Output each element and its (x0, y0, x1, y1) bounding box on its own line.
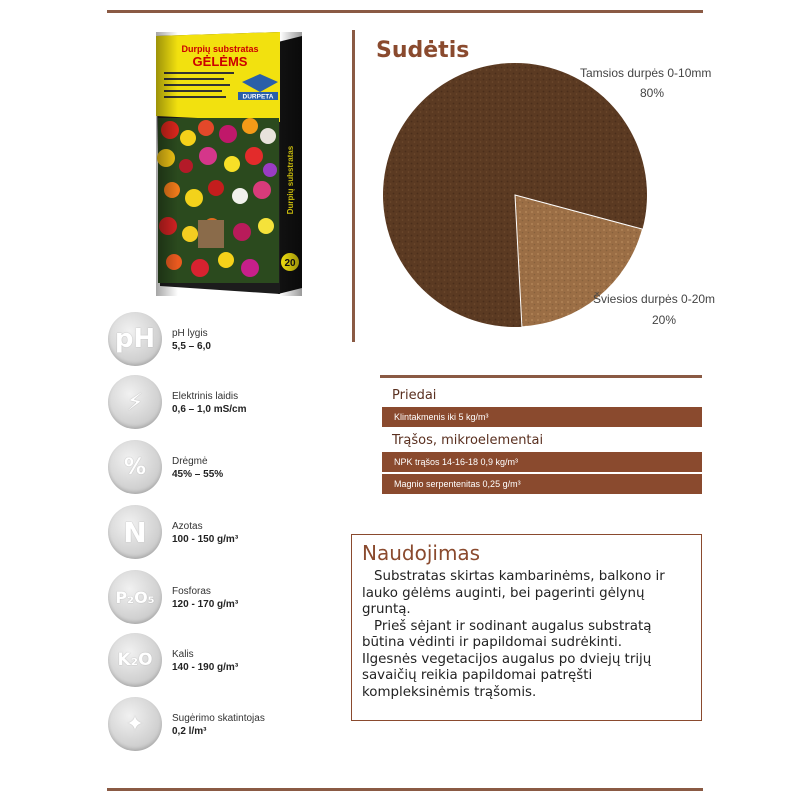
fertilizer-item: Magnio serpentenitas 0,25 g/m³ (382, 474, 702, 496)
ph-icon: pH (108, 312, 162, 366)
param-potassium-name: Kalis (172, 649, 194, 660)
param-potassium (108, 633, 328, 689)
param-ph-name: pH lygis (172, 328, 208, 339)
usage-title: Naudojimas (362, 541, 481, 565)
moisture-icon: % (108, 440, 162, 494)
param-absorption-name: Sugėrimo skatintojas (172, 713, 265, 724)
phosphorus-icon: P₂O₅ (108, 570, 162, 624)
top-rule (107, 10, 703, 13)
product-bag-image (150, 30, 308, 298)
conductivity-icon: ⚡ (108, 375, 162, 429)
pie-label-light: Šviesios durpės 0-20m (593, 292, 716, 306)
usage-box (351, 534, 702, 721)
composition-pie (380, 60, 650, 330)
pie-pct-light: 20% (652, 313, 677, 327)
nitrogen-icon: N (108, 505, 162, 559)
composition-title: Sudėtis (376, 38, 470, 63)
param-nitrogen-name: Azotas (172, 521, 203, 532)
param-moisture (108, 440, 328, 496)
vertical-divider (352, 30, 355, 342)
param-conductivity-name: Elektrinis laidis (172, 391, 239, 402)
param-potassium-value: 140 - 190 g/m³ (172, 662, 239, 673)
param-ph-value: 5,5 – 6,0 (172, 341, 211, 352)
additives-title: Priedai (392, 388, 437, 403)
param-nitrogen-value: 100 - 150 g/m³ (172, 534, 239, 545)
param-moisture-name: Drėgmė (172, 456, 208, 467)
pie-pct-dark: 80% (640, 86, 665, 100)
fertilizer-item: NPK trąšos 14-16-18 0,9 kg/m³ (382, 452, 702, 474)
param-phosphorus-value: 120 - 170 g/m³ (172, 599, 239, 610)
potassium-icon: K₂O (108, 633, 162, 687)
param-conductivity-value: 0,6 – 1,0 mS/cm (172, 404, 247, 415)
param-conductivity (108, 375, 328, 431)
param-absorption (108, 697, 328, 753)
fertilizers-title: Trąšos, mikroelementai (392, 433, 544, 448)
bottom-rule (107, 788, 703, 791)
pie-label-dark: Tamsios durpės 0-10mm (580, 66, 712, 80)
additives-section (380, 375, 702, 496)
absorption-icon: ✦ (108, 697, 162, 751)
param-moisture-value: 45% – 55% (172, 469, 224, 480)
param-ph (108, 312, 328, 368)
param-nitrogen (108, 505, 328, 561)
param-phosphorus (108, 570, 328, 626)
param-phosphorus-name: Fosforas (172, 586, 211, 597)
usage-text: Substratas skirtas kambarinėms, balkono ir lauko gėlėms auginti, bei pagerinti gėlynų gruntą. Prieš sėjant ir sodinant augalus substratą būtina vėdinti ir papildomai sudrėkinti. Ilgesnės vegetacijos augalus po dviejų trijų savaičių reikia papildomai patręšti kompleksinėmis trąšomis. (362, 569, 665, 700)
additive-item: Klintakmenis iki 5 kg/m³ (382, 407, 702, 429)
param-absorption-value: 0,2 l/m³ (172, 726, 207, 737)
